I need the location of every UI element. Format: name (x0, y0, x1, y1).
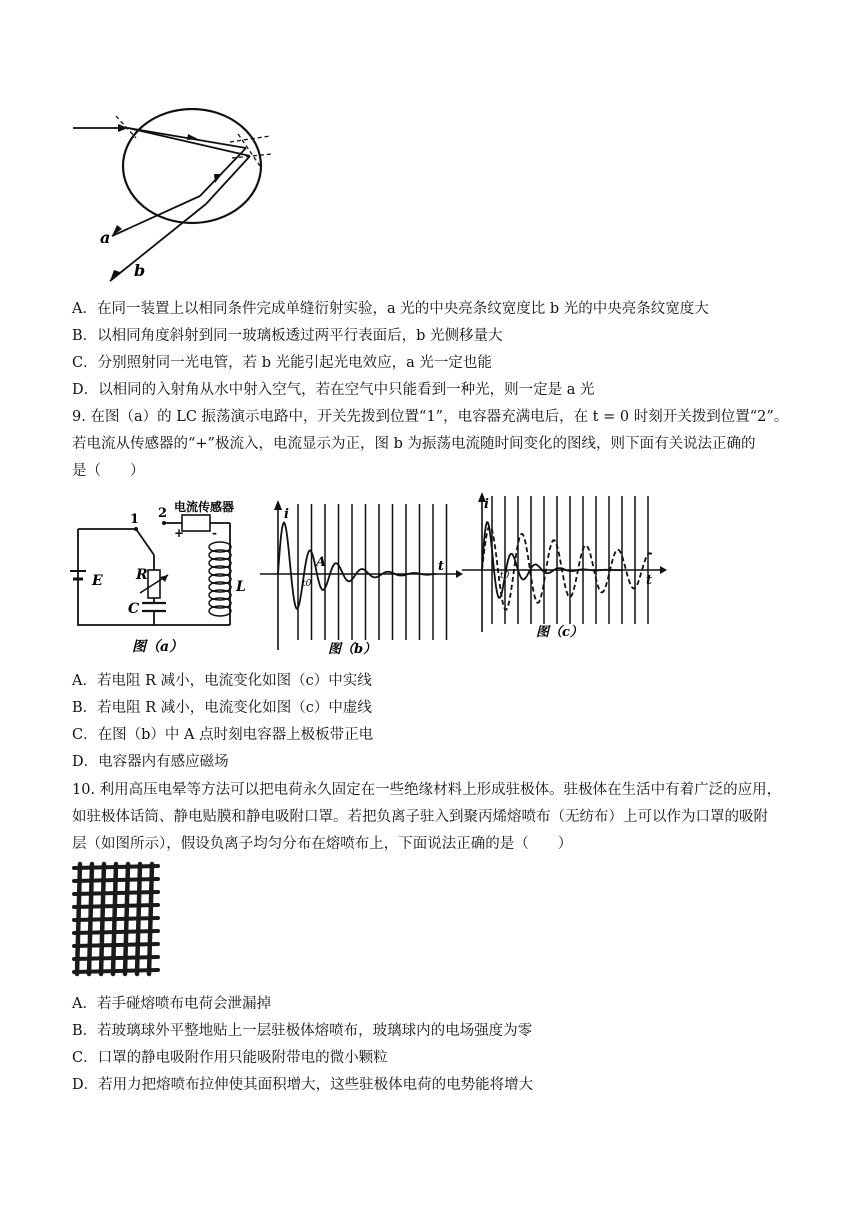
q9-option-c: C．在图（b）中 A 点时刻电容器上极板带正电 (72, 727, 374, 743)
graph-b-curve (278, 523, 436, 609)
q8-option-a: A．在同一装置上以相同条件完成单缝衍射实验，a 光的中央亮条纹宽度比 b 光的中央亮条纹宽度大 (72, 301, 709, 317)
sensor-label: 电流传感器 (174, 500, 235, 514)
graph-b-gridlines (298, 504, 447, 640)
graph-c-t0-label: t0 (500, 571, 510, 581)
graph-b-t0-label: t0 (302, 579, 312, 589)
q10-option-b: B．若玻璃球外平整地贴上一层驻极体熔喷布，玻璃球内的电场强度为零 (72, 1023, 533, 1039)
graph-c-solid-curve (482, 522, 622, 598)
fabric-fiber (74, 918, 158, 920)
capacitor-symbol (142, 603, 166, 611)
q10-option-c: C．口罩的静电吸附作用只能吸附带电的微小颗粒 (72, 1050, 388, 1066)
q8-sphere-figure (70, 108, 280, 290)
switch-contact-1 (134, 527, 138, 531)
fabric-mesh (74, 864, 158, 974)
label-E: E (92, 573, 103, 589)
q9-stem-line-1: 9. 在图（a）的 LC 振荡演示电路中，开关先拨到位置“1”，电容器充满电后，在 t = 0 时刻开关拨到位置“2”。 (72, 409, 789, 425)
q9-option-a: A．若电阻 R 减小，电流变化如图（c）中实线 (72, 673, 372, 689)
pos1-label: 1 (130, 512, 140, 527)
inductor-coil (209, 542, 231, 616)
label-L: L (236, 579, 246, 595)
pos2-label: 2 (158, 506, 168, 521)
fabric-fiber (74, 931, 158, 933)
q9-current-graph-c (460, 492, 670, 642)
ray-b-label: b (134, 261, 146, 280)
fabric-fiber (74, 879, 158, 881)
q10-stem-line-2: 如驻极体话筒、静电贴膜和静电吸附口罩。若把负离子驻入到聚丙烯熔喷布（无纺布）上可以作为口罩的吸附 (72, 809, 768, 825)
q10-stem-line-3: 层（如图所示），假设负离子均匀分布在熔喷布上，下面说法正确的是（ ） (72, 836, 573, 852)
q9-option-d: D．电容器内有感应磁场 (72, 754, 229, 770)
light-rays (73, 116, 272, 281)
graph-b-i-label: i (284, 507, 289, 522)
q8-option-c: C．分别照射同一光电管，若 b 光能引起光电效应，a 光一定也能 (72, 355, 492, 371)
current-sensor-box (182, 515, 210, 531)
meltblown-fabric-figure (72, 860, 162, 978)
switch-contact-2 (162, 521, 166, 525)
fabric-fiber (74, 944, 158, 946)
q8-option-d: D．以相同的入射角从水中射入空气，若在空气中只能看到一种光，则一定是 a 光 (72, 382, 595, 398)
q9-circuit-figure-a (70, 495, 250, 655)
plus-label: + (174, 526, 185, 540)
graph-c-dashed-curve (482, 526, 652, 610)
q10-option-d: D．若用力把熔喷布拉伸使其面积增大，这些驻极体电荷的电势能将增大 (72, 1077, 534, 1093)
fabric-fiber (74, 866, 158, 868)
fabric-fiber (74, 892, 158, 894)
label-C: C (128, 601, 140, 617)
q9-current-graph-b (258, 500, 463, 658)
q9-stem-line-3: 是（ ） (72, 463, 145, 479)
fig-b-caption: 图（b） (328, 642, 377, 657)
graph-c-t-label: t (646, 573, 653, 588)
ray-a-label: a (100, 228, 111, 247)
q10-stem-line-1: 10. 利用高压电晕等方法可以把电荷永久固定在一些绝缘材料上形成驻极体。驻极体在生活中有着广泛的应用， (72, 782, 782, 798)
q9-stem-line-2: 若电流从传感器的“+”极流入，电流显示为正，图 b 为振荡电流随时间变化的图线，则下面有关说法正确的 (72, 436, 756, 452)
fabric-fiber (74, 905, 158, 907)
graph-c-i-label: i (484, 497, 489, 512)
q9-option-b: B．若电阻 R 减小，电流变化如图（c）中虚线 (72, 700, 372, 716)
q8-option-b: B．以相同角度斜射到同一玻璃板透过两平行表面后，b 光侧移量大 (72, 328, 503, 344)
minus-label: - (212, 526, 217, 540)
graph-b-t-label: t (438, 559, 445, 574)
fabric-fiber (74, 970, 158, 972)
graph-b-A-label: A (316, 555, 327, 570)
label-R: R (136, 567, 148, 583)
fig-c-caption: 图（c） (536, 625, 583, 640)
q10-option-a: A．若手碰熔喷布电荷会泄漏掉 (72, 996, 271, 1012)
fig-a-caption: 图（a） (132, 639, 184, 655)
fabric-fiber (74, 957, 158, 959)
